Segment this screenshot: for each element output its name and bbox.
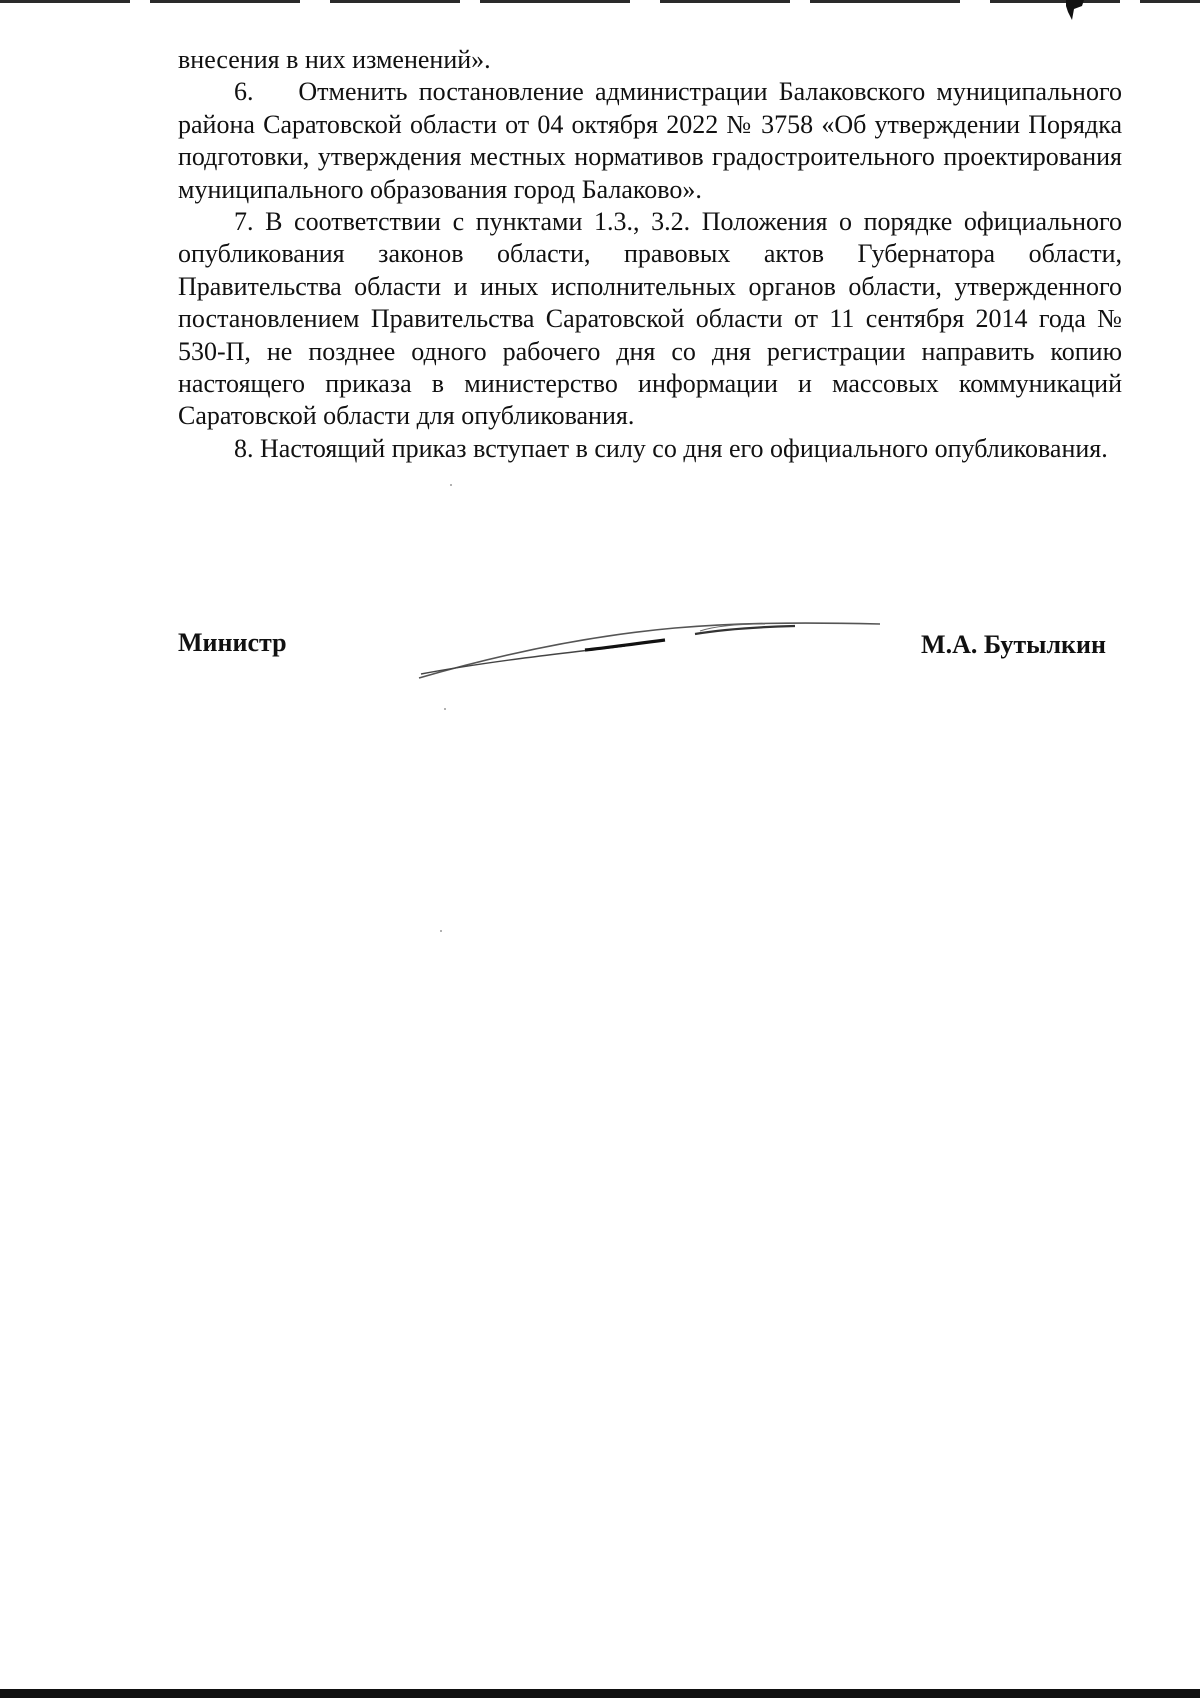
scan-speck bbox=[440, 930, 442, 932]
paragraph-item-6: 6. Отменить постановление администрации Балаковского муниципального района Саратовской области от 04 октября 2022 № 3758 «Об утверждении Порядка подготовки, утверждения местных нормативов градостроительного проектирования муниципального образования город Балаково». bbox=[178, 77, 1122, 204]
scan-top-edge bbox=[0, 0, 1200, 3]
paragraph-continuation: внесения в них изменений». bbox=[178, 45, 491, 74]
signatory-name: М.А. Бутылкин bbox=[921, 630, 1106, 659]
scan-speck bbox=[450, 484, 452, 486]
handwritten-signature bbox=[415, 614, 885, 684]
scan-bottom-edge bbox=[0, 1689, 1200, 1698]
scan-speck bbox=[444, 708, 446, 710]
signatory-title: Министр bbox=[178, 628, 287, 657]
paragraph-item-8: 8. Настоящий приказ вступает в силу со дня его официального опубликования. bbox=[234, 433, 1108, 463]
document-body bbox=[178, 44, 1122, 465]
paragraph-item-7: 7. В соответствии с пунктами 1.3., 3.2. Положения о порядке официального опубликования законов области, правовых актов Губернатора области, Правительства области и иных исполнительных органов области, утвержденного постановлением Правительства Саратовской области от 11 сентября 2014 года № 530-П, не позднее одного рабочего дня со дня регистрации направить копию настоящего приказа в министерство информации и массовых коммуникаций Саратовской области для опубликования. bbox=[178, 207, 1122, 431]
scan-corner-mark bbox=[1064, 0, 1086, 20]
